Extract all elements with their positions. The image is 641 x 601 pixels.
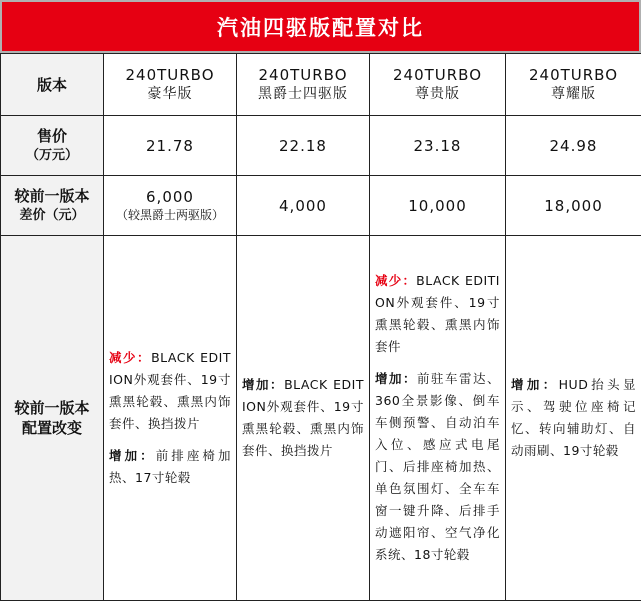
version-trim: 尊耀版 (507, 85, 640, 104)
diff-label-line2: 差价（元） (2, 206, 102, 226)
version-trim: 豪华版 (105, 85, 235, 104)
add-text: BLACK EDITION外观套件、19寸熏黑轮毂、熏黑内饰套件、换挡拨片 (242, 377, 364, 458)
reduce-text: BLACK EDITION外观套件、19寸熏黑轮毂、熏黑内饰套件、换挡拨片 (109, 350, 231, 431)
version-trim: 黑爵士四驱版 (238, 85, 368, 104)
config-label-line2: 配置改变 (2, 418, 102, 438)
version-header-1 (104, 54, 237, 116)
diff-note: （较黑爵士两驱版） (105, 206, 235, 223)
diff-value: 10,000 (370, 176, 506, 236)
price-row (1, 116, 641, 176)
diff-value: 4,000 (237, 176, 370, 236)
reduce-keyword: 减少： (109, 350, 151, 365)
config-comparison-table (0, 53, 641, 601)
version-model: 240TURBO (105, 66, 235, 85)
version-label: 版本 (1, 54, 104, 116)
diff-value-1 (104, 176, 237, 236)
config-change-3 (370, 236, 506, 601)
config-add (242, 374, 364, 462)
version-model: 240TURBO (371, 66, 504, 85)
config-add (375, 368, 500, 566)
config-row (1, 236, 641, 601)
add-keyword: 增加： (375, 371, 417, 386)
version-header-2 (237, 54, 370, 116)
price-label-line1: 售价 (2, 126, 102, 146)
price-value: 24.98 (506, 116, 641, 176)
add-keyword: 增加： (511, 377, 559, 392)
config-reduce (375, 270, 500, 358)
price-label (1, 116, 104, 176)
config-reduce (109, 347, 231, 435)
config-add (109, 445, 231, 489)
add-text: 前驻车雷达、360全景影像、倒车车侧预警、自动泊车入位、感应式电尾门、后排座椅加热、单色氛围灯、全车车窗一键升降、后排手动遮阳帘、空气净化系统、18寸轮毂 (375, 371, 500, 562)
config-label (1, 236, 104, 601)
diff-label (1, 176, 104, 236)
page-title: 汽油四驱版配置对比 (0, 0, 641, 53)
config-label-line1: 较前一版本 (2, 398, 102, 418)
diff-value: 18,000 (506, 176, 641, 236)
reduce-text: BLACK EDITION外观套件、19寸熏黑轮毂、熏黑内饰套件 (375, 273, 500, 354)
header-row (1, 54, 641, 116)
version-model: 240TURBO (507, 66, 640, 85)
diff-label-line1: 较前一版本 (2, 186, 102, 206)
price-value: 22.18 (237, 116, 370, 176)
version-model: 240TURBO (238, 66, 368, 85)
add-text: 前排座椅加热、17寸轮毂 (109, 448, 231, 485)
version-header-3 (370, 54, 506, 116)
config-change-1 (104, 236, 237, 601)
config-change-2 (237, 236, 370, 601)
version-trim: 尊贵版 (371, 85, 504, 104)
price-label-line2: （万元） (2, 146, 102, 166)
config-change-4 (506, 236, 641, 601)
add-keyword: 增加： (242, 377, 284, 392)
add-text: HUD抬头显示、驾驶位座椅记忆、转向辅助灯、自动雨刷、19寸轮毂 (511, 377, 636, 458)
reduce-keyword: 减少： (375, 273, 416, 288)
price-value: 21.78 (104, 116, 237, 176)
diff-value: 6,000 (105, 188, 235, 206)
add-keyword: 增加： (109, 448, 156, 463)
config-add (511, 374, 636, 462)
price-value: 23.18 (370, 116, 506, 176)
diff-row (1, 176, 641, 236)
version-header-4 (506, 54, 641, 116)
